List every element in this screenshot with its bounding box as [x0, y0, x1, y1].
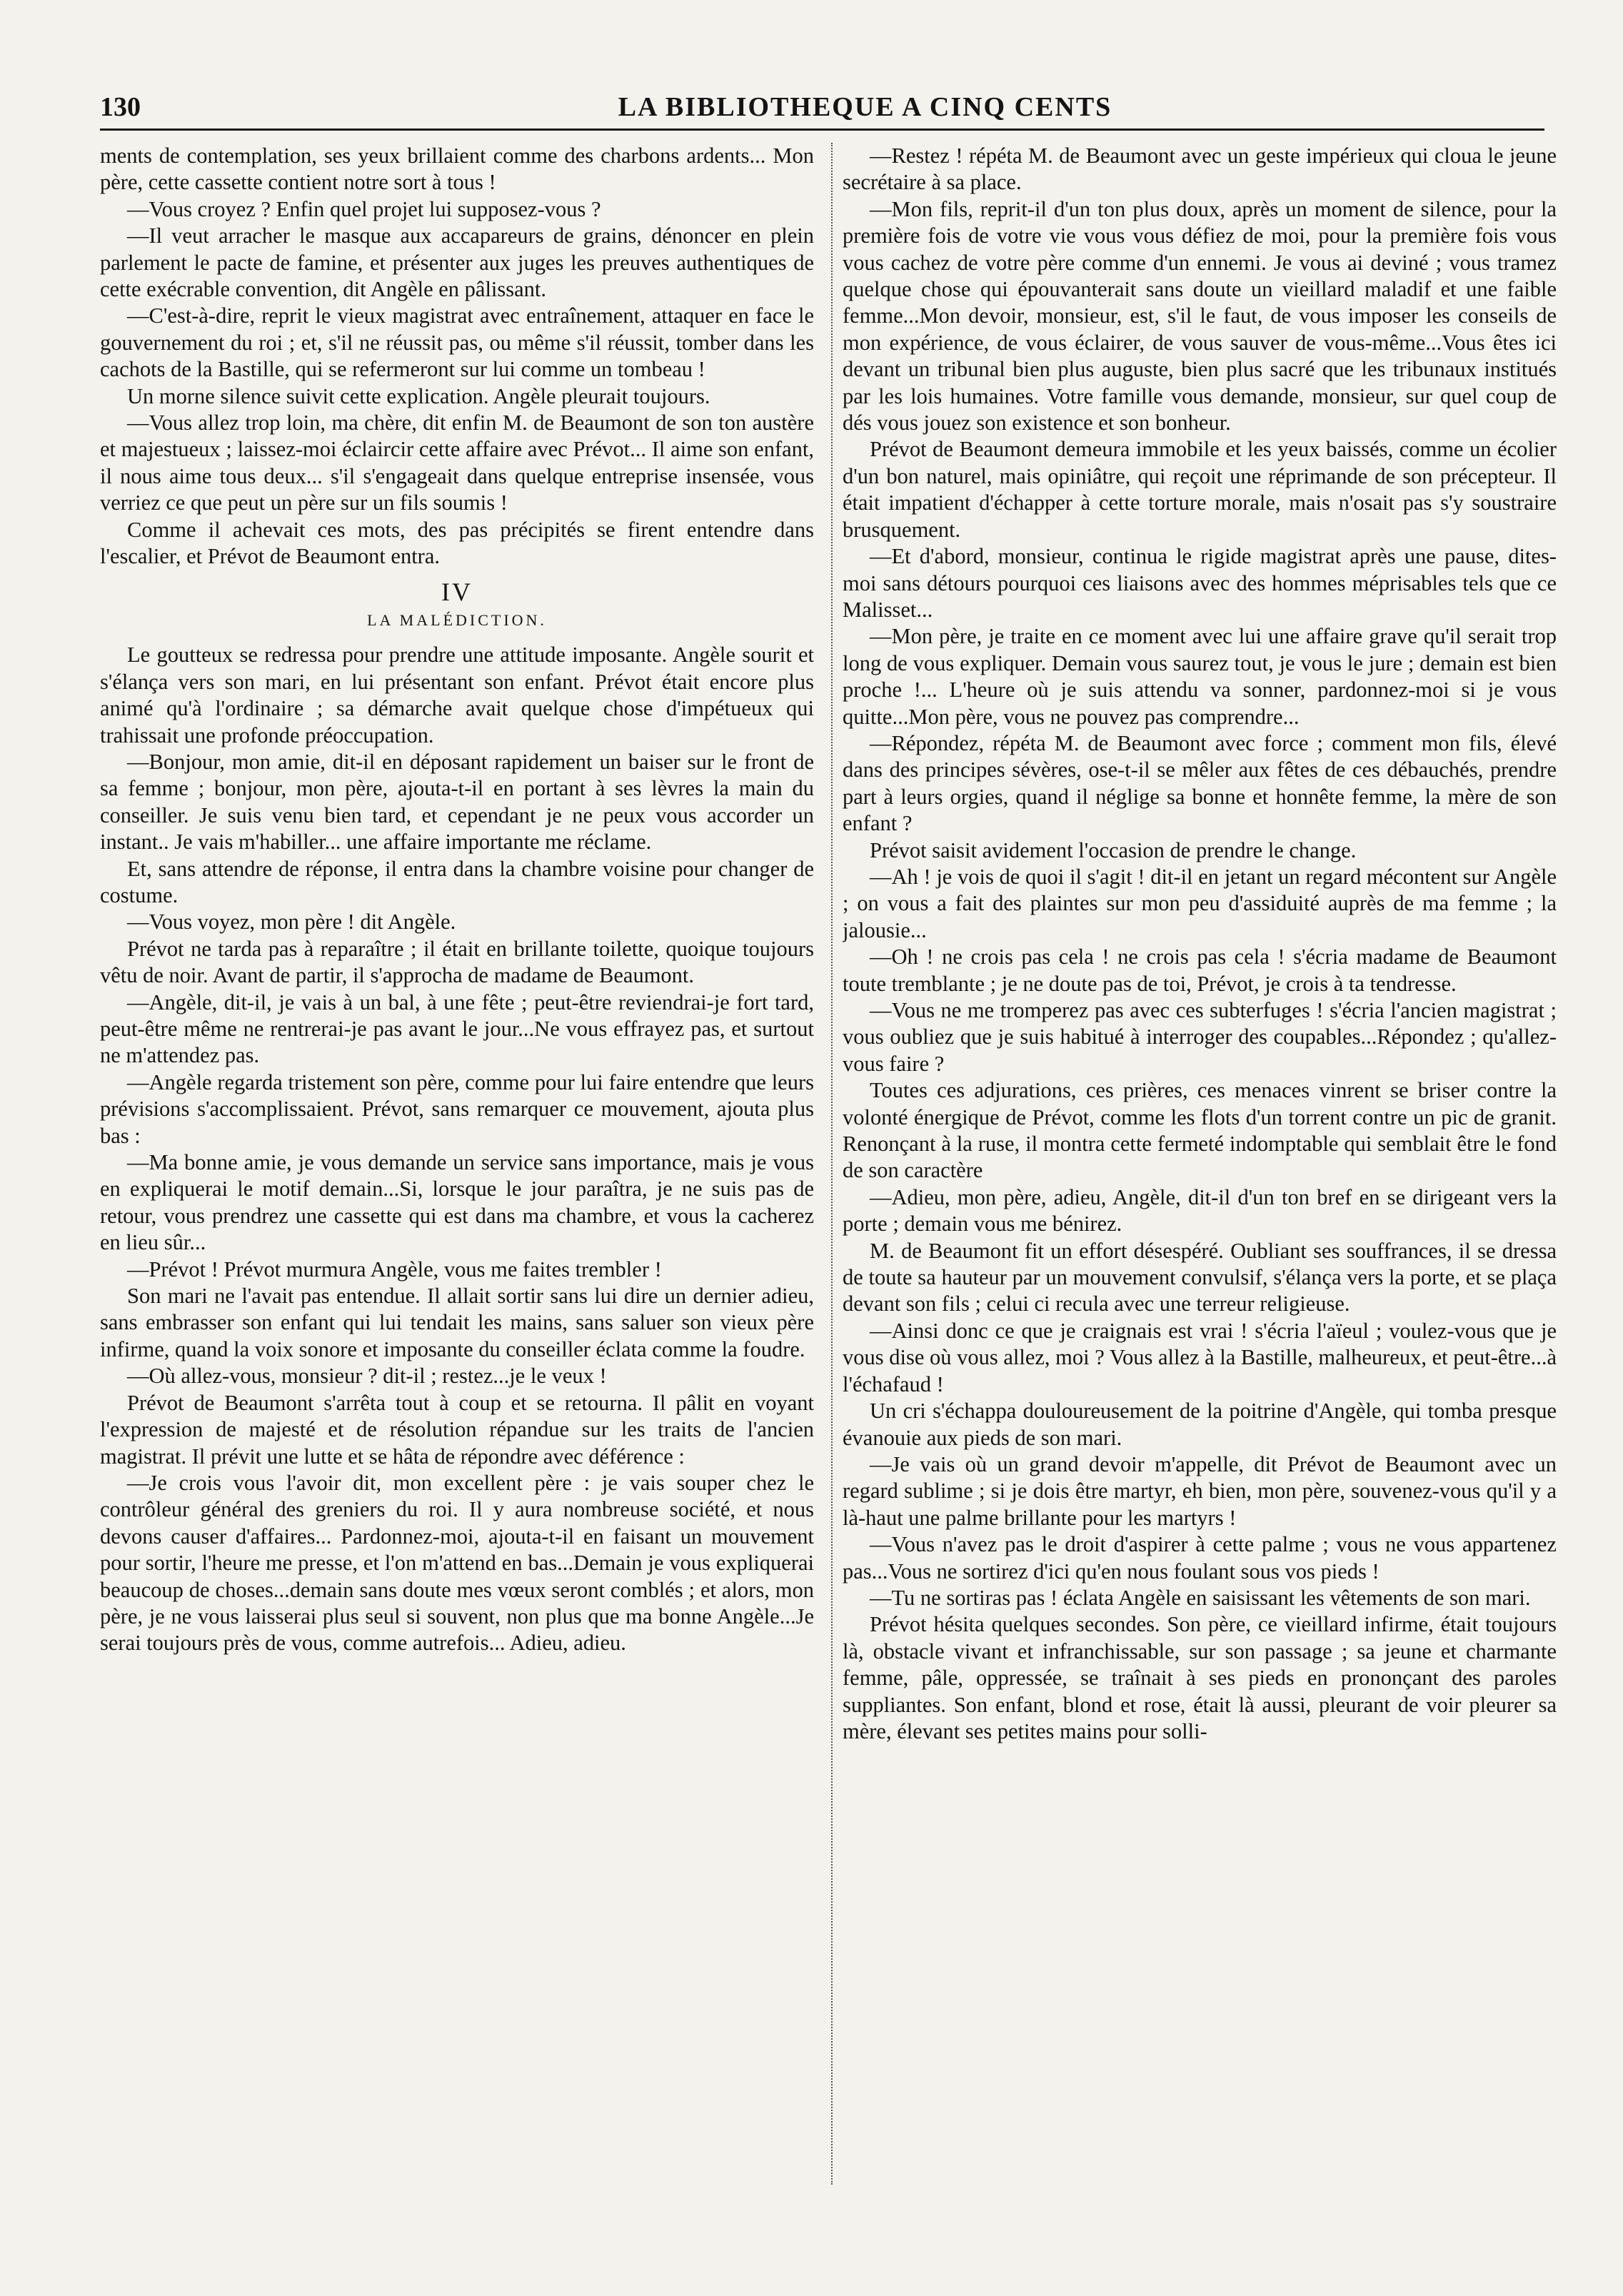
paragraph: Prévot de Beaumont s'arrêta tout à coup et se retourna. Il pâlit en voyant l'expression de majesté et de résolution répandue sur les traits de l'ancien magistrat. Il prévit une lutte et se hâta de répondre avec déférence :	[100, 1390, 814, 1469]
paragraph: —Oh ! ne crois pas cela ! ne crois pas cela ! s'écria madame de Beaumont toute tremblante ; je ne doute pas de toi, Prévot, je crois à ta tendresse.	[843, 945, 1557, 996]
paragraph: Comme il achevait ces mots, des pas précipités se firent entendre dans l'escalier, et Prévot de Beaumont entra.	[100, 517, 814, 569]
paragraph: —Vous n'avez pas le droit d'aspirer à cette palme ; vous ne vous appartenez pas...Vous ne sortirez d'ici qu'en nous foulant sous vos pieds !	[843, 1532, 1557, 1583]
paragraph: —Vous ne me tromperez pas avec ces subterfuges ! s'écria l'ancien magistrat ; vous oubliez que je suis habitué à interroger des coupables...Répondez ; qu'allez-vous faire ?	[843, 998, 1557, 1076]
paragraph: Toutes ces adjurations, ces prières, ces menaces vinrent se briser contre la volonté énergique de Prévot, comme les flots d'un torrent contre un pic de granit. Renonçant à la ruse, il montra cette fermeté indomptable qui semblait être le fond de son caractère	[843, 1078, 1557, 1183]
paragraph: M. de Beaumont fit un effort désespéré. Oubliant ses souffrances, il se dressa de toute sa hauteur par un mouvement convulsif, s'élança vers la porte, et se plaça devant son fils ; celui ci recula avec une terreur religieuse.	[843, 1238, 1557, 1316]
paragraph: —Angèle, dit-il, je vais à un bal, à une fête ; peut-être reviendrai-je fort tard, peut-être même ne rentrerai-je pas avant le jour...Ne vous effrayez pas, et surtout ne m'attendez pas.	[100, 990, 814, 1068]
paragraph: —Vous croyez ? Enfin quel projet lui supposez-vous ?	[127, 196, 601, 221]
paragraph: —Où allez-vous, monsieur ? dit-il ; restez...je le veux !	[127, 1364, 607, 1389]
paragraph: —Répondez, répéta M. de Beaumont avec force ; comment mon fils, élevé dans des principes sévères, ose-t-il se mêler aux fêtes de ces débauchés, prendre part à leurs orgies, quand il néglige sa bonne et honnête femme, la mère de son enfant ?	[843, 730, 1557, 836]
paragraph: Et, sans attendre de réponse, il entra dans la chambre voisine pour changer de costume.	[100, 856, 814, 907]
left-column	[100, 143, 814, 2185]
paragraph: Le goutteux se redressa pour prendre une attitude imposante. Angèle sourit et s'élança vers son mari, en lui présentant son enfant. Prévot était encore plus animé qu'à l'ordinaire ; sa démarche avait quelque chose d'impétueux qui trahissait une profonde préoccupation.	[100, 643, 814, 747]
paragraph: —Vous allez trop loin, ma chère, dit enfin M. de Beaumont de son ton austère et majestueux ; laissez-moi éclaircir cette affaire avec Prévot... Il aime son enfant, il nous aime tous deux... s'il s'engageait dans quelque entreprise insensée, vous verriez ce que peut un père sur un fils soumis !	[100, 411, 814, 515]
paragraph: —Mon père, je traite en ce moment avec lui une affaire grave qu'il serait trop long de vous expliquer. Demain vous saurez tout, je vous le jure ; demain est bien proche !... L'heure où je suis attendu va sonner, pardonnez-moi si je vous quitte...Mon père, vous ne pouvez pas comprendre...	[843, 624, 1557, 729]
paragraph: —Tu ne sortiras pas ! éclata Angèle en saisissant les vêtements de son mari.	[870, 1585, 1531, 1610]
paragraph: ments de contemplation, ses yeux brillaient comme des charbons ardents... Mon père, cette cassette contient notre sort à tous !	[100, 144, 814, 195]
column-separator	[831, 143, 833, 2185]
header-rule	[100, 129, 1544, 131]
paragraph: —C'est-à-dire, reprit le vieux magistrat avec entraînement, attaquer en face le gouvernement du roi ; et, s'il ne réussit pas, ou même s'il réussit, tomber dans les cachots de la Bastille, qui se refermeront sur lui comme un tombeau !	[100, 303, 814, 382]
right-column	[843, 143, 1557, 2185]
page-number: 130	[100, 92, 141, 122]
paragraph: Prévot ne tarda pas à reparaître ; il était en brillante toilette, quoique toujours vêtu de noir. Avant de partir, il s'approcha de madame de Beaumont.	[100, 936, 814, 988]
paragraph: Prévot saisit avidement l'occasion de prendre le change.	[870, 837, 1357, 862]
paragraph: —Vous voyez, mon père ! dit Angèle.	[127, 910, 456, 935]
paragraph: —Restez ! répéta M. de Beaumont avec un geste impérieux qui cloua le jeune secrétaire à sa place.	[843, 144, 1557, 195]
chapter-title: LA MALÉDICTION.	[367, 610, 547, 629]
page-header	[100, 84, 1544, 127]
paragraph: —Je vais où un grand devoir m'appelle, dit Prévot de Beaumont avec un regard sublime ; si je dois être martyr, eh bien, mon père, souvenez-vous qu'il y a là-haut une palme brillante pour les martyrs !	[843, 1451, 1557, 1530]
paragraph: —Angèle regarda tristement son père, comme pour lui faire entendre que leurs prévisions s'accomplissaient. Prévot, sans remarquer ce mouvement, ajouta plus bas :	[100, 1069, 814, 1148]
paragraph: Prévot de Beaumont demeura immobile et les yeux baissés, comme un écolier d'un bon naturel, mais opiniâtre, qui reçoit une réprimande de son précepteur. Il était impatient d'échapper à cette torture morale, mais n'osait pas s'y soustraire brusquement.	[843, 437, 1557, 542]
paragraph: Son mari ne l'avait pas entendue. Il allait sortir sans lui dire un dernier adieu, sans embrasser son enfant qui lui tendait les mains, sans saluer son vieux père infirme, quand la voix sonore et imposante du conseiller éclata comme la foudre.	[100, 1284, 814, 1361]
paragraph: —Et d'abord, monsieur, continua le rigide magistrat après une pause, dites-moi sans détours pourquoi ces liaisons avec des hommes méprisables tels que ce Malisset...	[843, 544, 1557, 622]
paragraph: Un cri s'échappa douloureusement de la poitrine d'Angèle, qui tomba presque évanouie aux pieds de son mari.	[843, 1399, 1557, 1450]
paragraph: —Bonjour, mon amie, dit-il en déposant rapidement un baiser sur le front de sa femme ; bonjour, mon père, ajouta-t-il en portant à ses lèvres la main du conseiller. Je suis venu bien tard, et cependant je ne peux vous accorder un instant.. Je vais m'habiller... une affaire importante me réclame.	[100, 749, 814, 855]
paragraph: Prévot hésita quelques secondes. Son père, ce vieillard infirme, était toujours là, obstacle vivant et infranchissable, sur son passage ; sa jeune et charmante femme, pâle, oppressée, se traînait à ses pieds en prononçant des paroles suppliantes. Son enfant, blond et rose, était là aussi, pleurant de voir pleurer sa mère, élevant ses petites mains pour solli-	[843, 1612, 1557, 1743]
paragraph: —Ah ! je vois de quoi il s'agit ! dit-il en jetant un regard mécontent sur Angèle ; on vous a fait des plaintes sur mon peu d'assiduité auprès de ma femme ; la jalousie...	[843, 864, 1557, 942]
paragraph: Un morne silence suivit cette explication. Angèle pleurait toujours.	[127, 383, 710, 408]
running-title: LA BIBLIOTHEQUE A CINQ CENTS	[618, 92, 1112, 122]
paragraph: —Ma bonne amie, je vous demande un service sans importance, mais je vous en expliquerai le motif demain...Si, lorsque le jour paraîtra, je ne suis pas de retour, vous prendrez une cassette qui est dans ma chambre, et vous la cacherez en lieu sûr...	[100, 1150, 814, 1255]
paragraph: —Adieu, mon père, adieu, Angèle, dit-il d'un ton bref en se dirigeant vers la porte ; demain vous me bénirez.	[843, 1184, 1557, 1237]
paragraph: —Il veut arracher le masque aux accapareurs de grains, dénoncer en plein parlement le pacte de famine, et présenter aux juges les preuves authentiques de cette exécrable convention, dit Angèle en pâlissant.	[100, 223, 814, 302]
paragraph: —Prévot ! Prévot murmura Angèle, vous me faites trembler !	[127, 1257, 662, 1282]
chapter-number: IV	[441, 577, 473, 606]
paragraph: —Ainsi donc ce que je craignais est vrai ! s'écria l'aïeul ; voulez-vous que je vous dise où vous allez, moi ? Vous allez à la Bastille, malheureux, et peut-être...à l'échafaud !	[843, 1318, 1557, 1396]
paragraph: —Mon fils, reprit-il d'un ton plus doux, après un moment de silence, pour la première fois de votre vie vous vous défiez de moi, pour la première fois vous vous cachez de votre père comme d'un ennemi. Je vous ai deviné ; vous tramez quelque chose qui épouvanterait sans doute un vieillard maladif et une faible femme...Mon devoir, monsieur, est, s'il le faut, de vous imposer les conseils de mon expérience, de vous éclairer, de vous sauver de vous-même...Vous êtes ici devant un tribunal bien plus auguste, bien plus sacré que les tribunaux institués par les lois humaines. Votre famille vous demande, monsieur, sur quel coup de dés vous jouez son existence et son bonheur.	[843, 196, 1557, 435]
paragraph: —Je crois vous l'avoir dit, mon excellent père : je vais souper chez le contrôleur général des greniers du roi. Il y aura nombreuse société, et nous devons causer d'affaires... Pardonnez-moi, ajouta-t-il en faisant un mouvement pour sortir, l'heure me presse, et l'on m'attend en bas...Demain je vous expliquerai beaucoup de choses...demain sans doute mes vœux seront comblés ; et alors, mon père, je ne vous laisserai plus seul si souvent, non plus que ma bonne Angèle...Je serai toujours près de vous, comme autrefois... Adieu, adieu.	[100, 1470, 814, 1656]
